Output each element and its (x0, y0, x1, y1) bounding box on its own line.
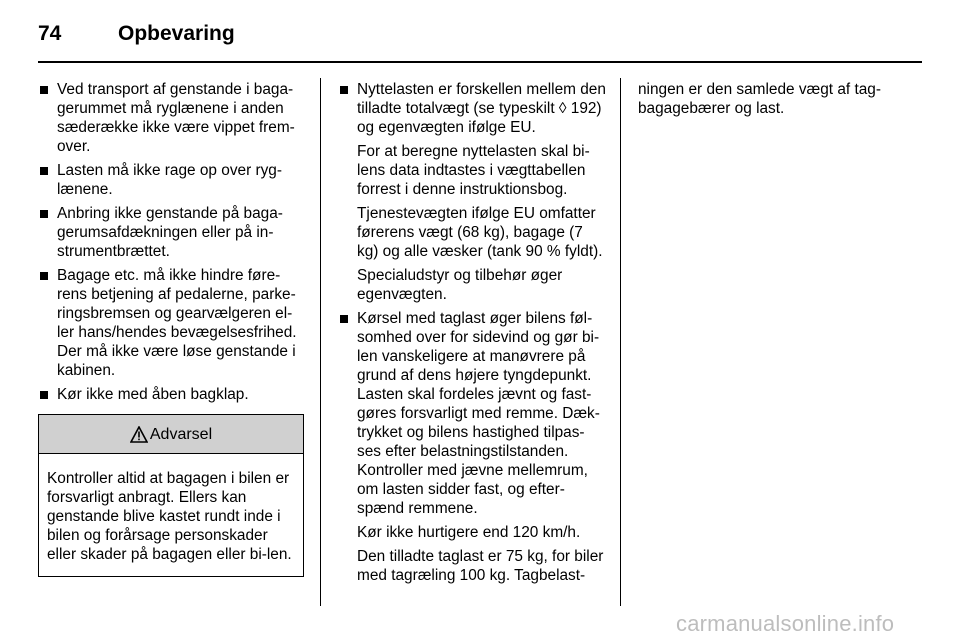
bullet-square-icon (340, 86, 348, 94)
list-item: Anbring ikke genstande på baga-gerumsafdækningen eller på in-strumentbrættet. (38, 204, 304, 261)
column-3 (638, 80, 904, 118)
bullet-square-icon (40, 167, 48, 175)
page-number: 74 (38, 22, 62, 45)
paragraph: ningen er den samlede vægt af tag-bagagebærer og last. (638, 81, 881, 117)
bullet-square-icon (40, 86, 48, 94)
list-item: Ved transport af genstande i baga-gerummet må ryglænene i anden sæderække ikke være vippet frem-over. (38, 80, 304, 156)
page-title: Opbevaring (118, 22, 235, 45)
list-item: Kørsel med taglast øger bilens føl-somhed over for sidevind og gør bi-len vanskeligere at manøvrere på grund af dens højere tyngdepunkt. Lasten skal fordeles jævnt og fast-gøres forsvarligt med remme. Dæk-trykket og bilens hastighed tilpas-ses efter belastningstilstanden. Kontroller med jævne mellemrum, om lasten sidder fast, og efter-spænd remmene. Kør ikke hurtigere end 120 km/h. Den tilladte taglast er 75 kg, for biler med tagræling 100 kg. Tagbelast- (338, 309, 606, 585)
bullet-list (38, 80, 304, 404)
column-2 (338, 80, 606, 590)
list-item: Lasten må ikke rage op over ryg-lænene. (38, 161, 304, 199)
watermark: carmanualsonline.info (676, 611, 895, 636)
paragraph: Specialudstyr og tilbehør øger egenvægten. (357, 267, 563, 303)
column-divider-2 (620, 78, 621, 606)
paragraph: For at beregne nyttelasten skal bi-lens data indtastes i vægttabellen forrest i denne instruktionsbog. (357, 143, 590, 198)
paragraph: Den tilladte taglast er 75 kg, for biler med tagræling 100 kg. Tagbelast- (357, 548, 604, 584)
warning-text: Kontroller altid at bagagen i bilen er forsvarligt anbragt. Ellers kan genstande blive kastet rundt inde i bilen og forårsage personskader eller skader på bagagen eller bi-len. (47, 470, 292, 563)
warning-title: Advarsel (149, 425, 213, 443)
header-rule (38, 61, 922, 63)
bullet-list (338, 80, 606, 585)
paragraph: Kør ikke hurtigere end 120 km/h. (357, 524, 581, 541)
bullet-square-icon (40, 210, 48, 218)
column-divider-1 (320, 78, 321, 606)
warning-triangle-icon (130, 426, 148, 443)
page-header (38, 18, 235, 50)
list-item: Kør ikke med åben bagklap. (38, 385, 304, 404)
warning-box (38, 414, 304, 577)
bullet-square-icon (40, 272, 48, 280)
bullet-square-icon (40, 391, 48, 399)
paragraph: Tjenestevægten ifølge EU omfatter førerens vægt (68 kg), bagage (7 kg) og alle væsker (tank 90 % fyldt). (357, 205, 603, 260)
warning-header (39, 415, 303, 454)
list-item: Bagage etc. må ikke hindre føre-rens betjening af pedalerne, parke-ringsbremsen og gearvælgeren el-ler hans/hendes bevægelsesfrihed. Der må ikke være løse genstande i kabinen. (38, 266, 304, 380)
list-item: Nyttelasten er forskellen mellem den tilladte totalvægt (se typeskilt ◊ 192) og egenvægten ifølge EU. For at beregne nyttelasten skal bi-lens data indtastes i vægttabellen forrest i denne instruktionsbog. Tjenestevægten ifølge EU omfatter førerens vægt (68 kg), bagage (7 kg) og alle væsker (tank 90 % fyldt). Specialudstyr og tilbehør øger egenvægten. (338, 80, 606, 304)
column-1 (38, 80, 304, 577)
bullet-square-icon (340, 315, 348, 323)
